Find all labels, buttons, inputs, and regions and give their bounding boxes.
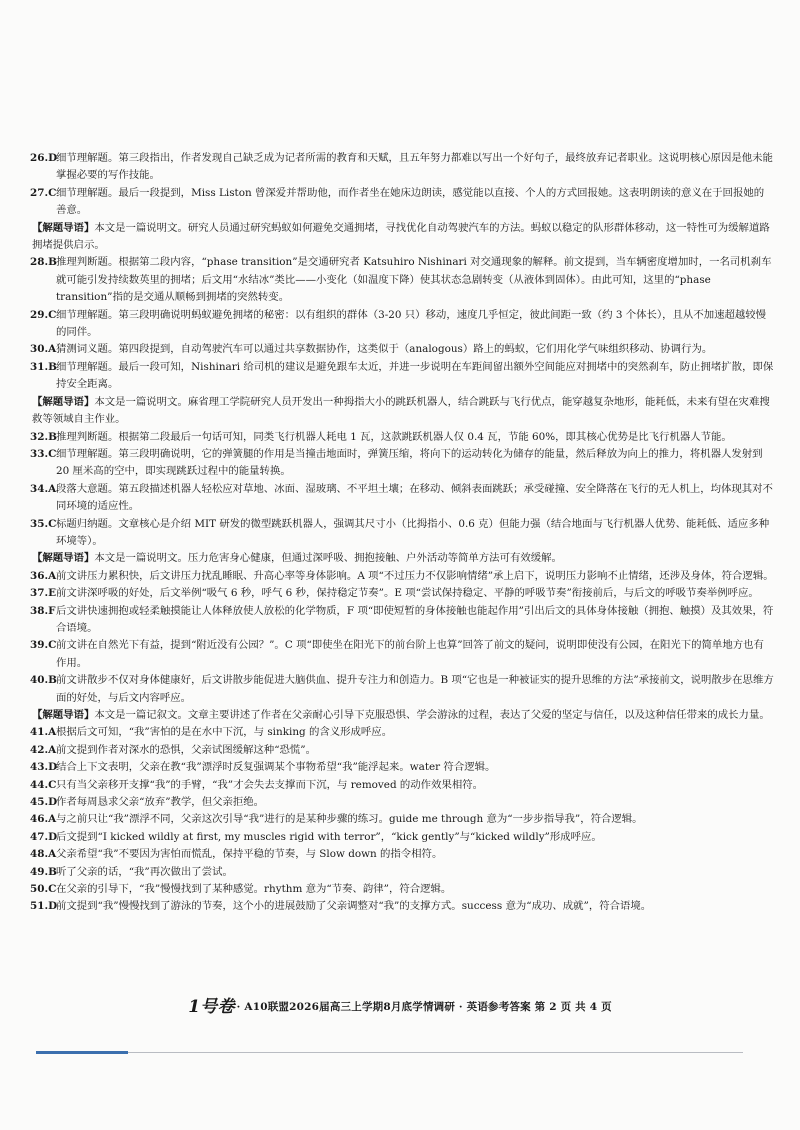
question-number: 30.A bbox=[30, 343, 57, 356]
answer-entry bbox=[32, 794, 774, 811]
answer-entry bbox=[32, 446, 774, 481]
question-number: 48.A bbox=[30, 848, 57, 861]
page-footer bbox=[0, 992, 800, 1017]
question-number: 38.F bbox=[30, 604, 56, 617]
answer-entry bbox=[32, 341, 774, 358]
passage-guide bbox=[32, 220, 774, 255]
answer-explanation: 标题归纳题。文章核心是介绍 MIT 研发的微型跳跃机器人，强调其尺寸小（比拇指小、0.6 克）但能力强（结合地面与飞行机器人优势、能耗低、适应多种环境等）。 bbox=[56, 517, 770, 547]
passage-guide bbox=[32, 550, 774, 567]
question-number: 51.D bbox=[30, 900, 58, 913]
question-number: 29.C bbox=[30, 308, 57, 321]
answer-entry bbox=[32, 672, 774, 707]
answer-explanation: 后文讲快速拥抱或轻柔触摸能让人体释放使人放松的化学物质，F 项“即使短暂的身体接触也能起作用”引出后文的具体身体接触（拥抱、触摸）及其效果，符合语境。 bbox=[56, 604, 774, 634]
answer-explanation: 推理判断题。根据第二段最后一句话可知，同类飞行机器人耗电 1 瓦，这款跳跃机器人仅 0.4 瓦，节能 60%，即其核心优势是比飞行机器人节能。 bbox=[56, 430, 732, 443]
answer-explanation: 作者每周恳求父亲“放弃”教学，但父亲拒绝。 bbox=[56, 796, 265, 809]
answer-entry bbox=[32, 742, 774, 759]
guide-text: 本文是一篇记叙文。文章主要讲述了作者在父亲耐心引导下克服恐惧、学会游泳的过程，表达了父爱的坚定与信任，以及这种信任带来的成长力量。 bbox=[94, 709, 770, 721]
guide-tag: 【解题导语】 bbox=[32, 709, 95, 721]
answer-entry bbox=[32, 864, 774, 881]
question-number: 44.C bbox=[30, 778, 57, 791]
answer-entry bbox=[32, 254, 774, 306]
question-number: 50.C bbox=[30, 883, 57, 896]
answer-explanation: 前文提到“我”慢慢找到了游泳的节奏，这个小的进展鼓励了父亲调整对“我”的支撑方式。success 意为“成功、成就”，符合语境。 bbox=[56, 900, 652, 913]
question-number: 46.A bbox=[30, 813, 57, 826]
answer-entry bbox=[32, 585, 774, 602]
question-number: 31.B bbox=[30, 360, 57, 373]
bottom-accent-bar bbox=[36, 1051, 128, 1054]
answer-entry bbox=[32, 185, 774, 220]
answer-explanation: 推理判断题。根据第二段内容，“phase transition”是交通研究者 Katsuhiro Nishinari 对交通现象的解释。前文提到，当车辆密度增加时，一名司机刹车就可能引发持续数英里的拥堵；后文用“水结冰”类比——小变化（如温度下降）使其状态急剧转变（从液体到固体）。由此可知，这里的“phase transition”指的是交通从顺畅到拥堵的突然转变。 bbox=[56, 256, 772, 304]
answer-entry bbox=[32, 150, 774, 185]
guide-text: 本文是一篇说明文。压力危害身心健康，但通过深呼吸、拥抱接触、户外活动等简单方法可有效缓解。 bbox=[94, 552, 562, 565]
answer-entry bbox=[32, 811, 774, 828]
answer-explanation: 细节理解题。第三段明确说明，它的弹簧腿的作用是当撞击地面时，弹簧压缩，将向下的运动转化为储存的能量，然后释放为向上的推力，将机器人发射到 20 厘米高的空中，即实现跳跃过程中的能量转换。 bbox=[56, 447, 763, 478]
answer-entry bbox=[32, 881, 774, 898]
question-number: 33.C bbox=[30, 447, 57, 460]
answer-explanation: 在父亲的引导下，“我”慢慢找到了某种感觉。rhythm 意为“节奏、韵律”，符合逻辑。 bbox=[56, 883, 452, 896]
answer-entry bbox=[32, 307, 774, 342]
answer-entry bbox=[32, 516, 774, 551]
question-number: 39.C bbox=[30, 639, 57, 652]
answer-explanation: 与之前只让“我”漂浮不同，父亲这次引导“我”进行的是某种步骤的练习。guide me through 意为“一步步指导我”，符合逻辑。 bbox=[56, 813, 643, 826]
answer-explanation: 前文讲散步不仅对身体健康好，后文讲散步能促进大脑供血、提升专注力和创造力。B 项“它也是一种被证实的提升思维的方法”承接前文，说明散步在思维方面的好处，与后文内容呼应。 bbox=[56, 674, 774, 704]
question-number: 42.A bbox=[30, 743, 57, 756]
question-number: 36.A bbox=[30, 569, 57, 582]
question-number: 41.A bbox=[30, 726, 57, 739]
question-number: 28.B bbox=[30, 256, 57, 269]
question-number: 32.B bbox=[30, 430, 57, 443]
question-number: 49.B bbox=[30, 865, 57, 878]
question-number: 35.C bbox=[30, 517, 57, 530]
passage-guide bbox=[32, 707, 774, 724]
answer-explanation: 父亲希望“我”不要因为害怕而慌乱，保持平稳的节奏，与 Slow down 的指令相符。 bbox=[56, 848, 443, 861]
answer-entry bbox=[32, 724, 774, 741]
answer-entry bbox=[32, 759, 774, 776]
bottom-divider bbox=[128, 1052, 743, 1053]
answer-explanation: 前文讲在自然光下有益，提到“附近没有公园？”。C 项“即使坐在阳光下的前台阶上也算”回答了前文的疑问，说明即使没有公园，在阳光下的简单地方也有作用。 bbox=[56, 639, 764, 669]
answer-entry bbox=[32, 429, 774, 446]
answer-entry bbox=[32, 481, 774, 516]
publisher-logo: 1号卷 bbox=[188, 997, 235, 1017]
answer-explanation: 猜测词义题。第四段提到，自动驾驶汽车可以通过共享数据协作，这类似于（analogous）路上的蚂蚁，它们用化学气味组织移动、协调行为。 bbox=[56, 343, 713, 356]
answer-entry bbox=[32, 568, 774, 585]
answer-explanation: 结合上下文表明，父亲在教“我”漂浮时反复强调某个事物希望“我”能浮起来。water 符合逻辑。 bbox=[56, 761, 496, 774]
answer-explanation: 根据后文可知，“我”害怕的是在水中下沉，与 sinking 的含义形成呼应。 bbox=[56, 726, 393, 739]
answer-explanations bbox=[32, 150, 774, 916]
answer-explanation: 只有当父亲移开支撑“我”的手臂，“我”才会失去支撑而下沉，与 removed 的动作效果相符。 bbox=[56, 778, 484, 791]
answer-explanation: 听了父亲的话，“我”再次做出了尝试。 bbox=[56, 865, 233, 878]
question-number: 27.C bbox=[30, 186, 57, 199]
answer-explanation: 细节理解题。最后一段可知，Nishinari 给司机的建议是避免跟车太近，并进一步说明在车距间留出额外空间能应对拥堵中的突然刹车，防止拥堵扩散，即保持安全距离。 bbox=[56, 360, 774, 391]
passage-guide bbox=[32, 394, 774, 429]
question-number: 26.D bbox=[30, 152, 58, 164]
question-number: 43.D bbox=[30, 761, 58, 774]
answer-explanation: 后文提到“I kicked wildly at first, my muscles rigid with terror”，“kick gently”与“kicked wildly”形成呼应。 bbox=[56, 830, 602, 843]
question-number: 37.E bbox=[30, 587, 56, 600]
answer-entry bbox=[32, 359, 774, 394]
guide-text: 本文是一篇说明文。麻省理工学院研究人员开发出一种拇指大小的跳跃机器人，结合跳跃与飞行优点，能穿越复杂地形，能耗低，未来有望在灾难搜救等领域自主作业。 bbox=[32, 395, 770, 426]
answer-explanation: 细节理解题。最后一段提到，Miss Liston 曾深爱并帮助他，而作者坐在她床边朗读，感觉能以直接、个人的方式回报她。这表明朗读的意义在于回报她的善意。 bbox=[56, 186, 765, 217]
answer-entry bbox=[32, 846, 774, 863]
guide-tag: 【解题导语】 bbox=[32, 221, 95, 234]
footer-text: · A10联盟2026届高三上学期8月底学情调研 · 英语参考答案 第 2 页 共 4 页 bbox=[236, 1001, 612, 1013]
answer-explanation: 段落大意题。第五段描述机器人轻松应对草地、冰面、湿玻璃、不平坦土壤；在移动、倾斜表面跳跃；承受碰撞、安全降落在飞行的无人机上，均体现其对不同环境的适应性。 bbox=[56, 482, 773, 513]
answer-explanation: 前文提到作者对深水的恐惧，父亲试图缓解这种“恐慌”。 bbox=[56, 743, 316, 756]
answer-explanation: 前文讲深呼吸的好处，后文举例“吸气 6 秒，呼气 6 秒，保持稳定节奏”。E 项“尝试保持稳定、平静的呼吸节奏”衔接前后，与后文的呼吸节奏举例呼应。 bbox=[56, 587, 759, 600]
answer-entry bbox=[32, 898, 774, 915]
answer-explanation: 细节理解题。第三段指出，作者发现自己缺乏成为记者所需的教育和天赋，且五年努力都难以写出一个好句子，最终放弃记者职业。这说明核心原因是他未能掌握必要的写作技能。 bbox=[56, 152, 773, 182]
question-number: 47.D bbox=[30, 830, 58, 843]
answer-entry bbox=[32, 777, 774, 794]
answer-entry bbox=[32, 603, 774, 638]
answer-explanation: 细节理解题。第三段明确说明蚂蚁避免拥堵的秘密：以有组织的群体（3-20 只）移动，速度几乎恒定，彼此间距一致（约 3 个体长），且从不加速超越较慢的同伴。 bbox=[56, 308, 767, 339]
answer-entry bbox=[32, 637, 774, 672]
guide-text: 本文是一篇说明文。研究人员通过研究蚂蚁如何避免交通拥堵，寻找优化自动驾驶汽车的方法。蚂蚁以稳定的队形群体移动，这一特性可为缓解道路拥堵提供启示。 bbox=[32, 221, 770, 252]
answer-entry bbox=[32, 829, 774, 846]
question-number: 34.A bbox=[30, 482, 57, 495]
question-number: 45.D bbox=[30, 796, 58, 809]
guide-tag: 【解题导语】 bbox=[32, 552, 95, 565]
guide-tag: 【解题导语】 bbox=[32, 395, 95, 408]
answer-explanation: 前文讲压力累积快，后文讲压力扰乱睡眠、升高心率等身体影响。A 项“不过压力不仅影响情绪”承上启下，说明压力影响不止情绪，还涉及身体，符合逻辑。 bbox=[56, 569, 774, 582]
question-number: 40.B bbox=[30, 674, 57, 687]
